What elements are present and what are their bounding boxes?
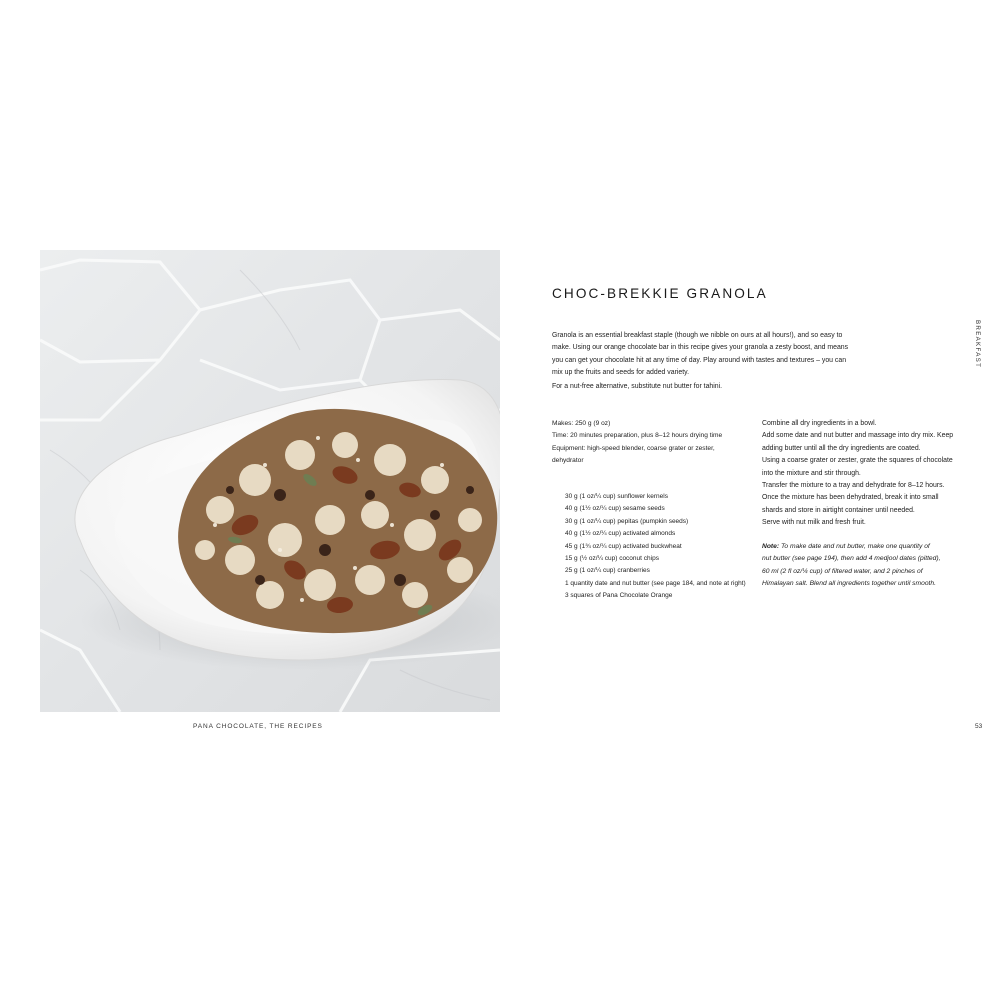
method-line: Serve with nut milk and fresh fruit.: [762, 519, 866, 527]
method-line: Transfer the mixture to a tray and dehydrate for 8–12 hours.: [762, 482, 945, 490]
ingredient-item: 40 g (1½ oz/¼ cup) activated almonds: [565, 530, 676, 538]
method-line: Combine all dry ingredients in a bowl.: [762, 420, 877, 427]
granola-photo: [40, 250, 500, 712]
method-steps: [762, 418, 962, 530]
note-line: Himalayan salt. Blend all ingredients together until smooth.: [762, 580, 936, 588]
note-line: nut butter (see page 194), then add 4 medjool dates (pitted),: [762, 555, 941, 563]
ingredient-item: 1 quantity date and nut butter (see page 184, and note at right): [565, 579, 746, 587]
equipment-line: dehydrator: [552, 457, 584, 465]
recipe-note: [762, 541, 962, 591]
prep-time: Time: 20 minutes preparation, plus 8–12 hours drying time: [552, 432, 723, 440]
method-line: Using a coarse grater or zester, grate the squares of chocolate: [762, 457, 953, 465]
note-label: Note:: [762, 543, 780, 550]
note-line: 60 ml (2 fl oz/¼ cup) of filtered water, and 2 pinches of: [762, 567, 923, 575]
page-number: 53: [975, 723, 983, 730]
intro-line: make. Using our orange chocolate bar in this recipe gives your granola a zesty boost, and means: [552, 344, 849, 352]
ingredient-item: 3 squares of Pana Chocolate Orange: [565, 592, 673, 600]
ingredient-item: 30 g (1 oz/¼ cup) sunflower kernels: [565, 493, 668, 500]
ingredient-item: 25 g (1 oz/¼ cup) cranberries: [565, 567, 650, 575]
makes-yield: Makes: 250 g (9 oz): [552, 420, 611, 427]
nut-free-tip: For a nut-free alternative, substitute nut butter for tahini.: [552, 383, 723, 391]
ingredient-item: 45 g (1¾ oz/¼ cup) activated buckwheat: [565, 542, 682, 550]
book-title-footer: PANA CHOCOLATE, THE RECIPES: [193, 723, 323, 730]
method-line: adding butter until all the dry ingredients are coated.: [762, 444, 921, 452]
method-line: into the mixture and stir through.: [762, 469, 861, 477]
section-label: BREAKFAST: [974, 320, 981, 369]
intro-line: you can get your chocolate hit at any time of day. Play around with tastes and textures – you can: [552, 356, 847, 364]
ingredient-item: 40 g (1½ oz/¼ cup) sesame seeds: [565, 505, 665, 513]
method-line: shards and store in airtight container until needed.: [762, 506, 915, 514]
note-text: To make date and nut butter, make one quantity of: [779, 543, 930, 550]
ingredient-item: 15 g (½ oz/¼ cup) coconut chips: [565, 555, 659, 563]
recipe-title: CHOC-BREKKIE GRANOLA: [552, 286, 768, 301]
method-line: Once the mixture has been dehydrated, break it into small: [762, 494, 939, 502]
intro-line: Granola is an essential breakfast staple (though we nibble on ours at all hours!), and so easy to: [552, 332, 843, 339]
section-tab: [966, 320, 996, 370]
recipe-meta: [552, 418, 752, 468]
ingredients-list: [565, 491, 755, 603]
intro-line: mix up the fruits and seeds for added variety.: [552, 369, 689, 377]
equipment-line: Equipment: high-speed blender, coarse grater or zester,: [552, 444, 715, 452]
intro-paragraph: [552, 330, 862, 380]
recipe-intro: [552, 330, 862, 394]
method-line: Add some date and nut butter and massage into dry mix. Keep: [762, 432, 954, 440]
ingredient-item: 30 g (1 oz/¼ cup) pepitas (pumpkin seeds): [565, 517, 689, 525]
note-line: [762, 541, 962, 553]
